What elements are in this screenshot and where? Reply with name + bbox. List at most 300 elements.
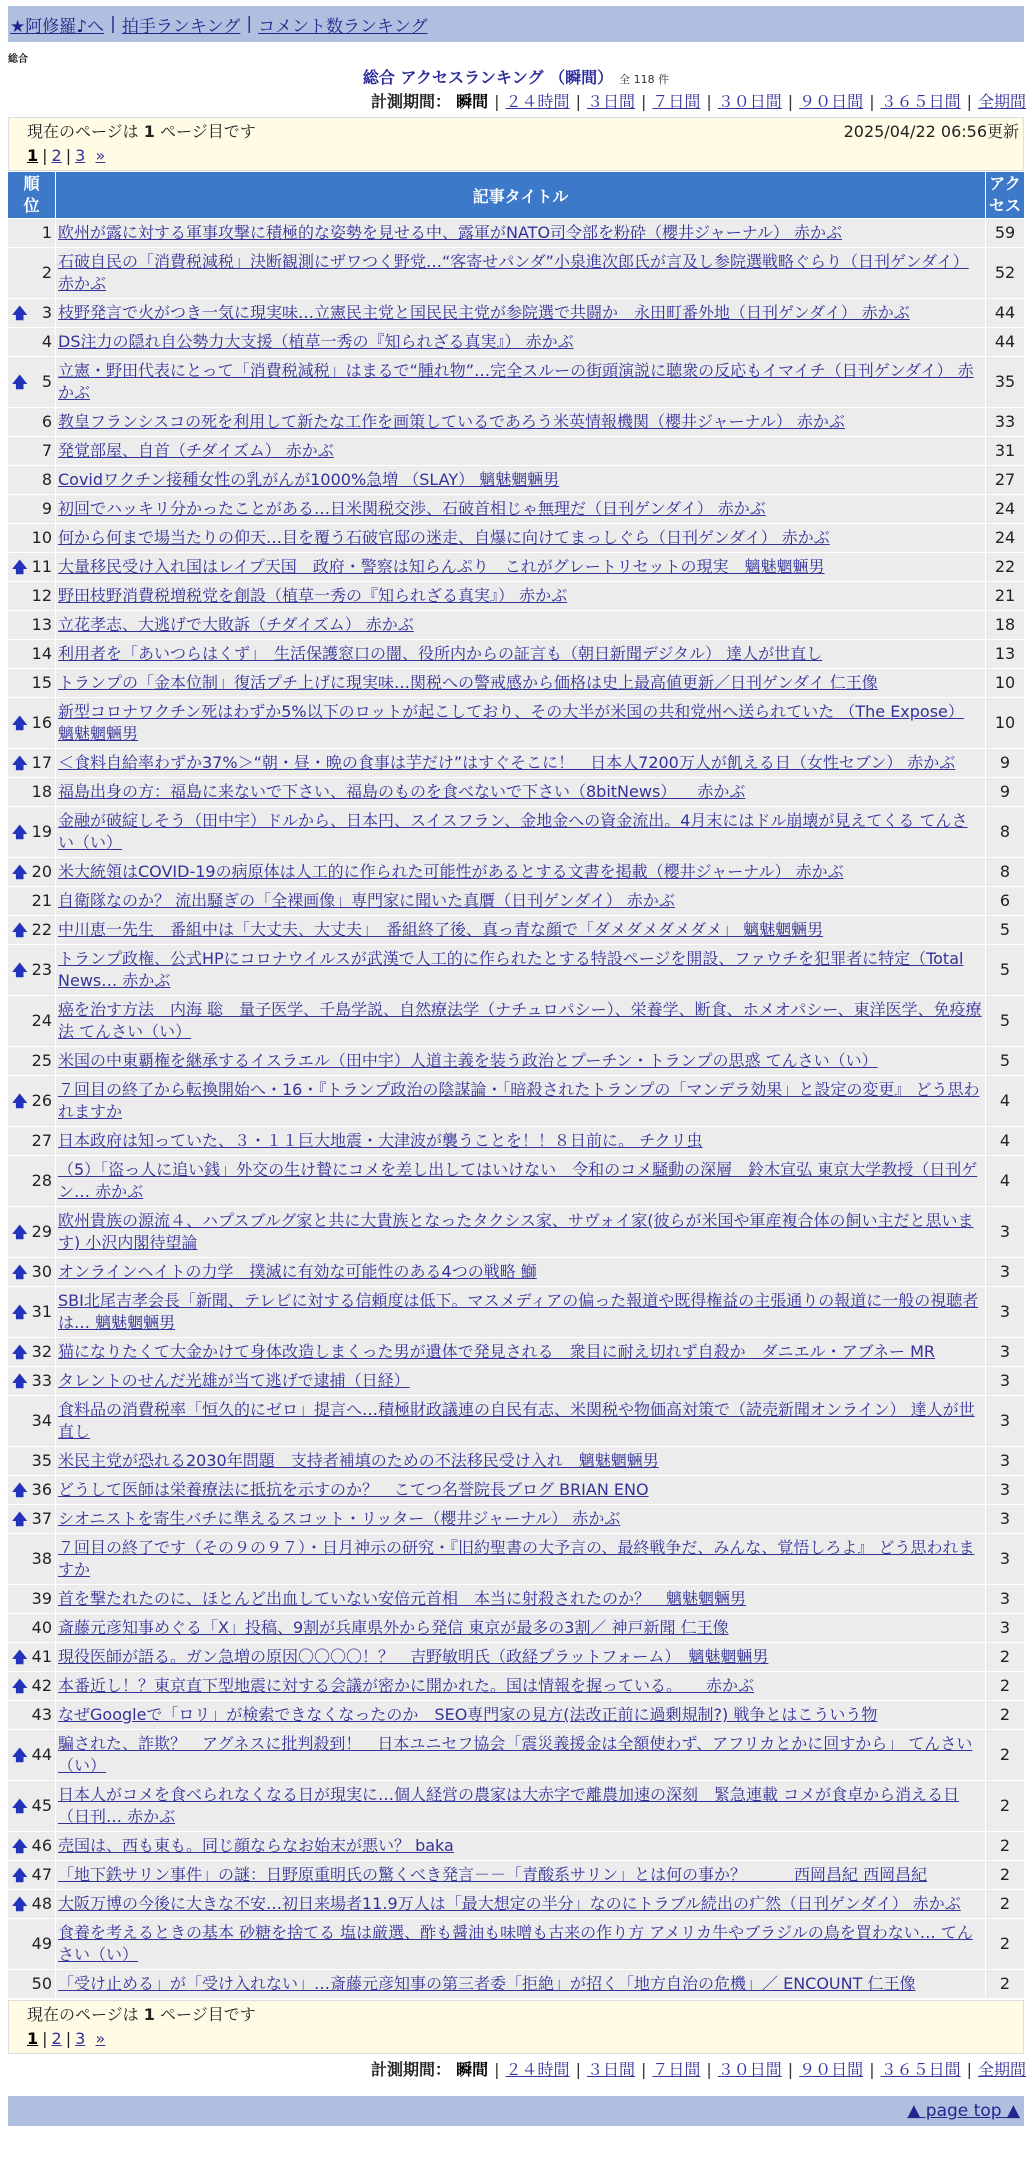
article-link[interactable]: 米民主党が恐れる2030年問題 支持者補填のための不法移民受け入れ 魑魅魍魎男	[58, 1451, 659, 1470]
table-row	[8, 1047, 1024, 1075]
article-link[interactable]: 欧州が露に対する軍事攻撃に積極的な姿勢を見せる中、露軍がNATO司令部を粉砕（櫻井ジャーナル） 赤かぶ	[58, 223, 843, 242]
table-row	[8, 611, 1024, 639]
up-arrow-icon: 🡅	[12, 1797, 28, 1815]
rank-number: 47	[31, 1865, 52, 1884]
period-link[interactable]: 全期間	[977, 92, 1026, 111]
title-cell	[56, 1047, 985, 1075]
access-count: 3	[986, 1396, 1024, 1446]
access-count: 3	[986, 1367, 1024, 1395]
rank-number: 28	[31, 1171, 52, 1190]
access-count: 3	[986, 1614, 1024, 1642]
page-link[interactable]: 3	[75, 146, 86, 165]
access-count: 10	[986, 669, 1024, 697]
article-link[interactable]: 米大統領はCOVID-19の病原体は人工的に作られた可能性があるとする文書を掲載（櫻井ジャーナル） 赤かぶ	[58, 862, 844, 881]
rank-number: 36	[31, 1480, 52, 1499]
table-row	[8, 1156, 1024, 1206]
period-link[interactable]: ７日間	[652, 2060, 701, 2079]
up-arrow-icon: 🡅	[12, 1303, 28, 1321]
access-count: 2	[986, 1890, 1024, 1918]
article-link[interactable]: 食養を考えるときの基本 砂糖を捨てる 塩は厳選、酢も醤油も味噌も古来の作り方 アメリカ牛やブラジルの鳥を買わない… てんさい（い）	[58, 1923, 973, 1964]
col-access-header: アクセス	[986, 172, 1024, 218]
title-cell	[56, 248, 985, 298]
article-link[interactable]: 発覚部屋、自首（チダイズム） 赤かぶ	[58, 441, 334, 460]
article-link[interactable]: 野田枝野消費税増税党を創設（植草一秀の『知られざる真実』） 赤かぶ	[58, 586, 568, 605]
updated-time: 2025/04/22 06:56更新	[843, 122, 1019, 141]
rank-cell	[8, 945, 55, 995]
access-count: 18	[986, 611, 1024, 639]
table-row	[8, 1614, 1024, 1642]
rank-number: 8	[41, 470, 52, 489]
article-link[interactable]: 石破自民の「消費税減税」決断観測にザワつく野党…“客寄せパンダ”小泉進次郎氏が言及し参院選戦略ぐらり（日刊ゲンダイ） 赤かぶ	[58, 252, 969, 293]
page-link[interactable]: 2	[51, 2029, 62, 2048]
up-arrow-icon: 🡅	[12, 1895, 28, 1913]
article-link[interactable]: Covidワクチン接種女性の乳がんが1000%急増 （SLAY） 魑魅魍魎男	[58, 470, 560, 489]
access-count: 9	[986, 749, 1024, 777]
title-cell	[56, 466, 985, 494]
title-cell	[56, 357, 985, 407]
rank-number: 30	[31, 1262, 52, 1281]
up-arrow-icon: 🡅	[12, 304, 28, 322]
page-current: 1	[27, 2029, 39, 2048]
table-row	[8, 1534, 1024, 1584]
article-link[interactable]: 立花孝志、大逃げで大敗訴（チダイズム） 赤かぶ	[58, 615, 414, 634]
page-info-bottom	[8, 2000, 1024, 2054]
table-row	[8, 669, 1024, 697]
access-count: 21	[986, 582, 1024, 610]
top-nav	[8, 6, 1024, 42]
rank-cell	[8, 357, 55, 407]
rank-number: 43	[31, 1705, 52, 1724]
article-link[interactable]: 中川恵一先生 番組中は「大丈夫、大丈夫」 番組終了後、真っ青な顔で「ダメダメダメダメ」 魑魅魍魎男	[58, 920, 824, 939]
title-cell	[56, 1505, 985, 1533]
rank-cell	[8, 778, 55, 806]
title-cell	[56, 1287, 985, 1337]
rank-cell	[8, 698, 55, 748]
table-row	[8, 640, 1024, 668]
table-row	[8, 698, 1024, 748]
article-link[interactable]: ７回目の終了です（その９の９７）・日月神示の研究・『旧約聖書の大予言の、最終戦争だ、みんな、覚悟しろよ』 どう思われますか	[58, 1538, 975, 1579]
page-status: 現在のページは 1 ページ目です	[27, 2005, 256, 2024]
table-row	[8, 437, 1024, 465]
period-link[interactable]: ９０日間	[799, 92, 864, 111]
period-link[interactable]: 全期間	[977, 2060, 1026, 2079]
up-arrow-icon: 🡅	[12, 1746, 28, 1764]
rank-number: 19	[31, 822, 52, 841]
rank-cell	[8, 1861, 55, 1889]
table-row	[8, 357, 1024, 407]
rank-cell	[8, 299, 55, 327]
rank-number: 12	[31, 586, 52, 605]
table-row	[8, 248, 1024, 298]
title-cell	[56, 996, 985, 1046]
title-cell	[56, 1476, 985, 1504]
title-cell	[56, 698, 985, 748]
title-cell	[56, 1258, 985, 1286]
rank-cell	[8, 996, 55, 1046]
access-count: 2	[986, 1861, 1024, 1889]
article-link[interactable]: 本番近し！？東京直下型地震に対する会議が密かに開かれた。国は情報を握っている。 赤かぶ	[58, 1676, 755, 1695]
rank-number: 4	[41, 332, 52, 351]
rank-cell	[8, 248, 55, 298]
rank-cell	[8, 408, 55, 436]
title-cell	[56, 1701, 985, 1729]
article-link[interactable]: 金融が破綻しそう（田中宇）ドルから、日本円、スイスフラン、金地金への資金流出。4月末にはドル崩壊が見えてくる てんさい（い）	[58, 811, 968, 852]
title-cell	[56, 219, 985, 247]
access-count: 3	[986, 1447, 1024, 1475]
article-link[interactable]: 食料品の消費税率「恒久的にゼロ」提言へ…積極財政議連の自民有志、米関税や物価高対策で（読売新聞オンライン） 達人が世直し	[58, 1400, 975, 1441]
rank-number: 49	[31, 1934, 52, 1953]
col-title-header: 記事タイトル	[56, 172, 985, 218]
access-count: 3	[986, 1534, 1024, 1584]
article-link[interactable]: 売国は、西も東も。同じ顔ならなお始末が悪い？ baka	[58, 1836, 454, 1855]
article-link[interactable]: シオニストを寄生バチに準えるスコット・リッター（櫻井ジャーナル） 赤かぶ	[58, 1509, 621, 1528]
period-link[interactable]: ９０日間	[799, 2060, 864, 2079]
title-cell	[56, 1447, 985, 1475]
up-arrow-icon: 🡅	[12, 1092, 28, 1110]
rank-cell	[8, 1832, 55, 1860]
up-arrow-icon: 🡅	[12, 1648, 28, 1666]
ranking-table	[7, 171, 1025, 1999]
article-link[interactable]: 新型コロナワクチン死はわずか5%以下のロットが起こしており、その大半が米国の共和党州へ送られていた （The Expose） 魑魅魍魎男	[58, 702, 964, 743]
up-arrow-icon: 🡅	[12, 921, 28, 939]
rank-cell	[8, 1672, 55, 1700]
article-link[interactable]: ７回目の終了から転換開始へ・16・『トランプ政治の陰謀論・「暗殺されたトランプの「マンデラ効果」と設定の変更』 どう思われますか	[58, 1080, 980, 1121]
rank-number: 16	[31, 713, 52, 732]
up-arrow-icon: 🡅	[12, 754, 28, 772]
title-cell	[56, 1396, 985, 1446]
title-cell	[56, 1919, 985, 1969]
rank-cell	[8, 1614, 55, 1642]
table-row	[8, 1832, 1024, 1860]
table-row	[8, 1076, 1024, 1126]
period-label: 計測期間：	[371, 2060, 452, 2079]
access-count: 4	[986, 1156, 1024, 1206]
access-count: 3	[986, 1207, 1024, 1257]
table-row	[8, 1585, 1024, 1613]
title-cell	[56, 1338, 985, 1366]
table-row	[8, 858, 1024, 886]
up-arrow-icon: 🡅	[12, 1372, 28, 1390]
article-link[interactable]: 斎藤元彦知事めぐる「X」投稿、9割が兵庫県外から発信 東京が最多の3割／ 神戸新聞 仁王像	[58, 1618, 729, 1637]
article-link[interactable]: 何から何まで場当たりの仰天…目を覆う石破官邸の迷走、自爆に向けてまっしぐら（日刊ゲンダイ） 赤かぶ	[58, 528, 830, 547]
title-cell	[56, 1076, 985, 1126]
rank-cell	[8, 1287, 55, 1337]
rank-number: 10	[31, 528, 52, 547]
title-cell	[56, 495, 985, 523]
rank-cell	[8, 1047, 55, 1075]
pagination-top: 1 | 2 | 3 »	[27, 146, 106, 165]
rank-cell	[8, 1730, 55, 1780]
page-top-link[interactable]: ▲ page top ▲	[907, 2101, 1020, 2121]
title-cell	[56, 916, 985, 944]
page-title	[0, 66, 1032, 90]
article-link[interactable]: 大量移民受け入れ国はレイプ天国 政府・警察は知らんぷり これがグレートリセットの現実 魑魅魍魎男	[58, 557, 825, 576]
title-cell	[56, 1534, 985, 1584]
article-link[interactable]: 癌を治す方法 内海 聡 量子医学、千島学説、自然療法学（ナチュロパシー）、栄養学、断食、ホメオパシー、東洋医学、免疫療法 てんさい（い）	[58, 1000, 982, 1041]
rank-number: 45	[31, 1796, 52, 1815]
table-row	[8, 1643, 1024, 1671]
article-link[interactable]: 大阪万博の今後に大きな不安…初日来場者11.9万人は「最大想定の半分」なのにトラブル続出の疒然（日刊ゲンダイ） 赤かぶ	[58, 1894, 961, 1913]
rank-number: 20	[31, 862, 52, 881]
rank-number: 29	[31, 1222, 52, 1241]
rank-cell	[8, 1396, 55, 1446]
page-link[interactable]: 2	[51, 146, 62, 165]
title-cell	[56, 328, 985, 356]
access-count: 2	[986, 1730, 1024, 1780]
page-status: 現在のページは 1 ページ目です	[27, 122, 256, 141]
table-row	[8, 749, 1024, 777]
title-cell	[56, 1781, 985, 1831]
rank-cell	[8, 1338, 55, 1366]
table-row	[8, 916, 1024, 944]
article-link[interactable]: トランプの「金本位制」復活プチ上げに現実味…関税への警戒感から価格は史上最高値更新／日刊ゲンダイ 仁王像	[58, 673, 878, 692]
article-link[interactable]: 利用者を「あいつらはくず」 生活保護窓口の闇、役所内からの証言も（朝日新聞デジタル） 達人が世直し	[58, 644, 823, 663]
period-link[interactable]: ７日間	[652, 92, 701, 111]
section-label: 総合	[8, 54, 28, 65]
rank-number: 50	[31, 1974, 52, 1993]
article-link[interactable]: どうして医師は栄養療法に抵抗を示すのか？ こてつ名誉院長ブログ BRIAN ENO	[58, 1480, 649, 1499]
article-link[interactable]: DS注力の隠れ自公勢力大支援（植草一秀の『知られざる真実』） 赤かぶ	[58, 332, 574, 351]
table-row	[8, 1919, 1024, 1969]
title-cell	[56, 1367, 985, 1395]
rank-number: 26	[31, 1091, 52, 1110]
up-arrow-icon: 🡅	[12, 1837, 28, 1855]
access-count: 2	[986, 1643, 1024, 1671]
rank-cell	[8, 328, 55, 356]
rank-number: 3	[41, 303, 52, 322]
article-link[interactable]: 日本政府は知っていた、３・１１巨大地震・大津波が襲うことを！！８日前に。 チクリ虫	[58, 1131, 703, 1150]
table-row	[8, 1396, 1024, 1446]
rank-cell	[8, 611, 55, 639]
up-arrow-icon: 🡅	[12, 823, 28, 841]
rank-number: 48	[31, 1894, 52, 1913]
up-arrow-icon: 🡅	[12, 558, 28, 576]
access-count: 2	[986, 1701, 1024, 1729]
title-cell	[56, 778, 985, 806]
table-row	[8, 1127, 1024, 1155]
access-count: 2	[986, 1970, 1024, 1998]
rank-number: 46	[31, 1836, 52, 1855]
rank-number: 32	[31, 1342, 52, 1361]
access-count: 5	[986, 916, 1024, 944]
rank-cell	[8, 858, 55, 886]
article-link[interactable]: 立憲・野田代表にとって「消費税減税」はまるで“腫れ物”…完全スルーの街頭演説に聴衆の反応もイマイチ（日刊ゲンダイ） 赤かぶ	[58, 361, 974, 402]
next-page-link[interactable]: »	[95, 2029, 106, 2048]
rank-number: 40	[31, 1618, 52, 1637]
access-count: 3	[986, 1287, 1024, 1337]
article-link[interactable]: タレントのせんだ光雄が当て逃げで逮捕（日経）	[58, 1371, 410, 1390]
period-link[interactable]: ３日間	[586, 2060, 635, 2079]
article-link[interactable]: SBI北尾吉孝会長「新聞、テレビに対する信頼度は低下。マスメディアの偏った報道や既得権益の主張通りの報道に一般の視聴者は… 魑魅魍魎男	[58, 1291, 979, 1332]
table-row	[8, 408, 1024, 436]
access-count: 5	[986, 996, 1024, 1046]
up-arrow-icon: 🡅	[12, 1677, 28, 1695]
up-arrow-icon: 🡅	[12, 1223, 28, 1241]
article-link[interactable]: 福島出身の方：福島に来ないで下さい、福島のものを食べないで下さい（8bitNews） 赤かぶ	[58, 782, 746, 801]
table-row	[8, 887, 1024, 915]
period-current: 瞬間	[456, 2060, 489, 2079]
rank-cell	[8, 1643, 55, 1671]
article-link[interactable]: 米国の中東覇権を継承するイスラエル（田中宇）人道主義を装う政治とプーチン・トランプの思惑 てんさい（い）	[58, 1051, 878, 1070]
page-link[interactable]: 3	[75, 2029, 86, 2048]
access-count: 33	[986, 408, 1024, 436]
article-link[interactable]: トランプ政権、公式HPにコロナウイルスが武漢で人工的に作られたとする特設ページを開設、ファウチを犯罪者に特定（Total News… 赤かぶ	[58, 949, 964, 990]
title-cell	[56, 1832, 985, 1860]
article-link[interactable]: 「地下鉄サリン事件」の謎：日野原重明氏の驚くべき発言－－「青酸系サリン」とは何の事か？ 西岡昌紀 西岡昌紀	[58, 1865, 928, 1884]
title-cell	[56, 669, 985, 697]
period-link[interactable]: ３０日間	[717, 92, 782, 111]
access-count: 3	[986, 1585, 1024, 1613]
rank-number: 17	[31, 753, 52, 772]
access-count: 6	[986, 887, 1024, 915]
access-count: 24	[986, 524, 1024, 552]
article-link[interactable]: 猫になりたくて大金かけて身体改造しまくった男が遺体で発見される 衆目に耐え切れず自殺か ダニエル・アブネー MR	[58, 1342, 936, 1361]
rank-cell	[8, 1505, 55, 1533]
rank-number: 33	[31, 1371, 52, 1390]
access-count: 2	[986, 1832, 1024, 1860]
rank-cell	[8, 749, 55, 777]
period-link[interactable]: ３６５日間	[880, 2060, 961, 2079]
table-row	[8, 582, 1024, 610]
article-link[interactable]: なぜGoogleで「ロリ」が検索できなくなったのか SEO専門家の見方(法改正前に過剰規制?) 戦争とはこういう物	[58, 1705, 878, 1724]
rank-number: 21	[31, 891, 52, 910]
comment-ranking-link[interactable]: コメント数ランキング	[258, 16, 428, 37]
table-row	[8, 1367, 1024, 1395]
title-cell	[56, 858, 985, 886]
period-selector: 計測期間： 瞬間 | ２４時間 | ３日間 | ７日間 | ３０日間 | ９０日間 | ３６５日間 | 全期間	[371, 92, 1026, 111]
article-link[interactable]: 枝野発言で火がつき一気に現実味…立憲民主党と国民民主党が参院選で共闘か 永田町番外地（日刊ゲンダイ） 赤かぶ	[58, 303, 910, 322]
period-link[interactable]: ３日間	[586, 92, 635, 111]
access-count: 4	[986, 1127, 1024, 1155]
access-count: 2	[986, 1781, 1024, 1831]
rank-cell	[8, 524, 55, 552]
access-count: 22	[986, 553, 1024, 581]
rank-cell	[8, 1970, 55, 1998]
up-arrow-icon: 🡅	[12, 1866, 28, 1884]
period-link[interactable]: ２４時間	[505, 92, 570, 111]
rank-cell	[8, 916, 55, 944]
article-link[interactable]: 教皇フランシスコの死を利用して新たな工作を画策しているであろう米英情報機関（櫻井ジャーナル） 赤かぶ	[58, 412, 845, 431]
title-cell	[56, 1730, 985, 1780]
article-link[interactable]: 現役医師が語る。ガン急増の原因〇〇〇〇！？ 吉野敏明氏（政経プラットフォーム） 魑魅魍魎男	[58, 1647, 769, 1666]
access-count: 4	[986, 1076, 1024, 1126]
total-count: 全 118 件	[619, 73, 670, 86]
rank-cell	[8, 219, 55, 247]
up-arrow-icon: 🡅	[12, 1263, 28, 1281]
rank-cell	[8, 1534, 55, 1584]
rank-cell	[8, 1447, 55, 1475]
article-link[interactable]: 「受け止める」が「受け入れない」…斎藤元彦知事の第三者委「拒絶」が招く「地方自治の危機」／ ENCOUNT 仁王像	[58, 1974, 916, 1993]
period-link[interactable]: ３６５日間	[880, 92, 961, 111]
clap-ranking-link[interactable]: 拍手ランキング	[121, 16, 241, 37]
table-row	[8, 1338, 1024, 1366]
title-cell	[56, 887, 985, 915]
table-row	[8, 1730, 1024, 1780]
access-count: 44	[986, 299, 1024, 327]
period-link[interactable]: ２４時間	[505, 2060, 570, 2079]
article-link[interactable]: 欧州貴族の源流４、ハプスブルグ家と共に大貴族となったタクシス家、サヴォイ家(彼らが米国や軍産複合体の飼い主だと思います) 小沢内閣待望論	[58, 1211, 974, 1252]
table-row	[8, 945, 1024, 995]
pagination-bottom: 1 | 2 | 3 »	[27, 2029, 106, 2048]
article-link[interactable]: 首を撃たれたのに、ほとんど出血していない安倍元首相 本当に射殺されたのか？ 魑魅魍魎男	[58, 1589, 747, 1608]
table-row	[8, 1207, 1024, 1257]
article-link[interactable]: （5）「盗っ人に追い銭」外交の生け贄にコメを差し出してはいけない 令和のコメ騒動の深層 鈴木宣弘 東京大学教授（日刊ゲン… 赤かぶ	[58, 1160, 978, 1201]
access-count: 13	[986, 640, 1024, 668]
access-count: 59	[986, 219, 1024, 247]
rank-number: 9	[41, 499, 52, 518]
rank-number: 37	[31, 1509, 52, 1528]
table-row	[8, 1447, 1024, 1475]
table-row	[8, 1672, 1024, 1700]
article-link[interactable]: 日本人がコメを食べられなくなる日が現実に…個人経営の農家は大赤字で離農加速の深刻 緊急連載 コメが食卓から消える日（日刊… 赤かぶ	[58, 1785, 960, 1826]
title-cell	[56, 437, 985, 465]
rank-cell	[8, 1919, 55, 1969]
title-cell	[56, 408, 985, 436]
access-count: 5	[986, 945, 1024, 995]
article-link[interactable]: 初回でハッキリ分かったことがある…日米関税交渉、石破首相じゃ無理だ（日刊ゲンダイ） 赤かぶ	[58, 499, 766, 518]
nav-separator: |	[110, 14, 116, 34]
table-row	[8, 299, 1024, 327]
rank-cell	[8, 495, 55, 523]
home-link[interactable]: ★阿修羅♪へ	[10, 16, 105, 37]
up-arrow-icon: 🡅	[12, 1510, 28, 1528]
article-link[interactable]: 自衛隊なのか？ 流出騒ぎの「全裸画像」専門家に聞いた真贋（日刊ゲンダイ） 赤かぶ	[58, 891, 675, 910]
rank-cell	[8, 1076, 55, 1126]
rank-number: 38	[31, 1549, 52, 1568]
up-arrow-icon: 🡅	[12, 1481, 28, 1499]
access-count: 5	[986, 1047, 1024, 1075]
up-arrow-icon: 🡅	[12, 373, 28, 391]
rank-cell	[8, 1258, 55, 1286]
period-link[interactable]: ３０日間	[717, 2060, 782, 2079]
rank-cell	[8, 1890, 55, 1918]
rank-number: 23	[31, 960, 52, 979]
title-cell	[56, 1156, 985, 1206]
next-page-link[interactable]: »	[95, 146, 106, 165]
period-selector-bottom: 計測期間： 瞬間 | ２４時間 | ３日間 | ７日間 | ３０日間 | ９０日間 | ３６５日間 | 全期間	[371, 2060, 1026, 2079]
table-row	[8, 1505, 1024, 1533]
rank-number: 25	[31, 1051, 52, 1070]
access-count: 52	[986, 248, 1024, 298]
access-count: 8	[986, 807, 1024, 857]
rank-number: 22	[31, 920, 52, 939]
rank-cell	[8, 1476, 55, 1504]
rank-number: 34	[31, 1411, 52, 1430]
table-row	[8, 553, 1024, 581]
table-row	[8, 219, 1024, 247]
table-row	[8, 807, 1024, 857]
rank-number: 15	[31, 673, 52, 692]
title-cell	[56, 299, 985, 327]
rank-number: 14	[31, 644, 52, 663]
rank-cell	[8, 640, 55, 668]
rank-number: 5	[41, 372, 52, 391]
rank-cell	[8, 553, 55, 581]
access-count: 3	[986, 1338, 1024, 1366]
article-link[interactable]: オンラインヘイトの力学 撲滅に有効な可能性のある4つの戦略 鰤	[58, 1262, 537, 1281]
title-cell	[56, 1207, 985, 1257]
access-count: 2	[986, 1672, 1024, 1700]
article-link[interactable]: 騙された、詐欺？ アグネスに批判殺到！ 日本ユニセフ協会「震災義援金は全額使わず、アフリカとかに回すから」 てんさい（い）	[58, 1734, 973, 1775]
article-link[interactable]: ＜食料自給率わずか37%＞“朝・昼・晩の食事は芋だけ”はすぐそこに！ 日本人7200万人が飢える日（女性セブン） 赤かぶ	[58, 753, 956, 772]
title-cell	[56, 1970, 985, 1998]
rank-cell	[8, 1156, 55, 1206]
rank-number: 2	[41, 263, 52, 282]
title-cell	[56, 945, 985, 995]
rank-cell	[8, 466, 55, 494]
table-row	[8, 495, 1024, 523]
title-cell	[56, 640, 985, 668]
